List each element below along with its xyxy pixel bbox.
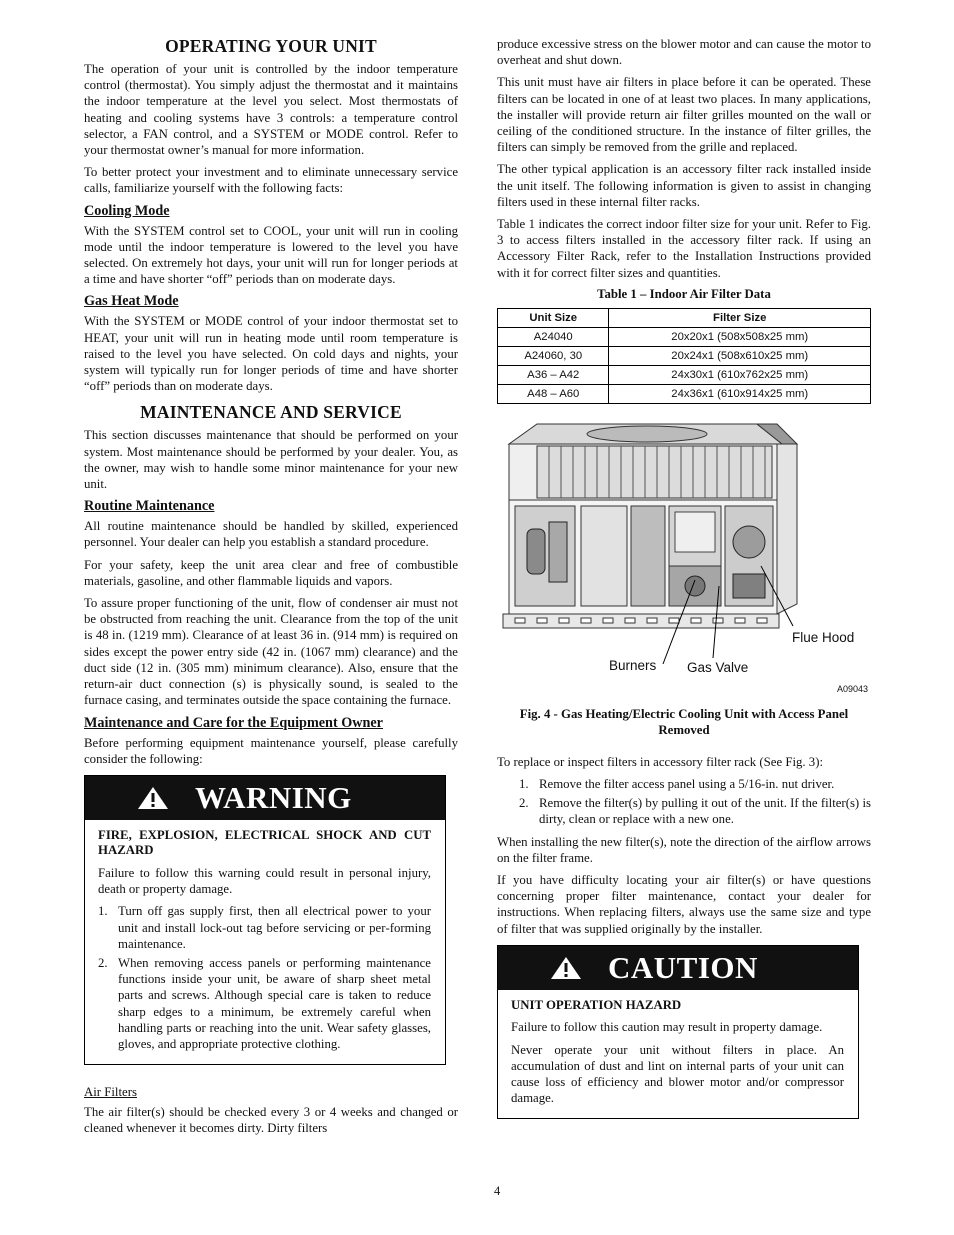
table-header-cell: Filter Size (609, 308, 871, 327)
table-row (498, 365, 871, 384)
caution-box (497, 945, 859, 1120)
table-cell: A24040 (498, 327, 609, 346)
caution-title: CAUTION (608, 949, 758, 985)
warning-box (84, 775, 446, 1065)
hvac-unit-illustration (497, 414, 871, 704)
warning-item: 2. When removing access panels or performing maintenance functions inside your unit, be aware of sharp sheet metal parts and screws. Although special care is taken to reduce sharp edges to a minimum, be extremely careful when handling parts or reaching into the unit. Wear safety glasses, gloves, and appropriate protective clothing. (98, 955, 431, 1051)
right-column (497, 36, 871, 1119)
warning-title: WARNING (195, 779, 352, 815)
figure-caption: Fig. 4 ‐ Gas Heating/Electric Cooling Unit with Access Panel Removed (519, 706, 849, 737)
unit-figure (497, 414, 871, 704)
caution-paragraph-1: Failure to follow this caution may result in property damage. (511, 1020, 823, 1035)
caution-paragraph-2: Never operate your unit without filters in place. An accumulation of dust and lint on internal parts of your unit can cause loss of efficiency and blower motor and/or compressor damage. (511, 1042, 844, 1106)
table-caption: Table 1 – Indoor Air Filter Data (597, 286, 771, 301)
gas-heat-mode-paragraph: With the SYSTEM or MODE control of your indoor thermostat set to HEAT, your unit will run in heating mode until room temperature is raised to the level you have selected. On cold days and nights, your system will typically run for longer periods of time and have shorter “off” periods than on moderate days. (84, 314, 458, 394)
table-header-row (498, 308, 871, 327)
figure-code: A09043 (837, 683, 869, 694)
routine-paragraph-3: To assure proper functioning of the unit, flow of condenser air must not be obstructed from reaching the unit. Clearance from the top of the unit is 48 in. (1219 mm). Clearance of at least 36 in. (914 mm) is required on sides except the power entry side (42 in. (1067 mm) clearance) and the duct side (12 in. (305 mm) minimum clearance). Also, ensure that the return‐air duct connection (s) is physically sound, is sealed to the furnace casing, and terminates outside the space containing the furnace. (84, 596, 458, 708)
cooling-mode-heading: Cooling Mode (84, 202, 170, 219)
table-cell: 20x24x1 (508x610x25 mm) (609, 346, 871, 365)
left-column (84, 36, 458, 1143)
replace-step: 2. Remove the filter(s) by pulling it out of the unit. If the filter(s) is dirty, clean or replace with a new one. (519, 796, 871, 827)
gas-valve-label: Gas Valve (687, 659, 749, 675)
operating-paragraph-2: To better protect your investment and to eliminate unnecessary service calls, familiarize yourself with the following facts: (84, 165, 458, 196)
maintenance-paragraph: This section discusses maintenance that should be performed on your system. Most maintenance should be performed by your dealer. You, as the owner, may wish to handle some minor maintenance for your new unit. (84, 428, 458, 492)
filters-paragraph-3: The other typical application is an accessory filter rack installed inside the unit itself. The following information is given to assist in changing filters used in these internal filter racks. (497, 162, 871, 209)
filters-paragraph-4: Table 1 indicates the correct indoor filter size for your unit. Refer to Fig. 3 to access filters installed in the accessory filter rack. If using an Accessory Filter Rack, refer to the Installation Instructions provided with it for correct filter sizes and quantities. (497, 217, 871, 280)
replace-intro: To replace or inspect filters in accessory filter rack (See Fig. 3): (497, 754, 824, 769)
air-filters-paragraph: The air filter(s) should be checked every 3 or 4 weeks and changed or cleaned whenever it becomes dirty. Dirty filters (84, 1105, 458, 1136)
table-row (498, 346, 871, 365)
routine-paragraph-2: For your safety, keep the unit area clear and free of combustible materials, gasoline, and other flammable liquids and vapors. (84, 557, 458, 588)
table-cell: A36 – A42 (498, 365, 609, 384)
operating-paragraph-1: The operation of your unit is controlled by the indoor temperature control (thermostat). You simply adjust the thermostat and it maintains the indoor temperature at the level you select. Most thermostats of heating and cooling systems have 3 controls: a temperature control selector, a FAN control, and a SYSTEM or MODE control. Refer to your thermostat owner’s manual for more information. (84, 62, 458, 158)
cooling-mode-paragraph: With the SYSTEM control set to COOL, your unit will run in cooling mode until the indoor temperature is lowered to the level you have selected. On extremely hot days, your unit will run for longer periods at a time and have shorter “off” periods than on moderate days. (84, 223, 458, 287)
routine-maintenance-heading: Routine Maintenance (84, 498, 215, 515)
table-header-cell: Unit Size (498, 308, 609, 327)
table-cell: 24x30x1 (610x762x25 mm) (609, 365, 871, 384)
warning-item: 1. Turn off gas supply first, then all electrical power to your unit and install lock‐out tag before servicing or per‐forming maintenance. (98, 904, 431, 951)
replace-steps (519, 776, 871, 828)
owner-care-heading: Maintenance and Care for the Equipment Owner (84, 714, 383, 731)
filters-paragraph-2: This unit must have air filters in place before it can be operated. These filters can be located in one of at least two places. In many applications, the installer will provide return air filter grilles mounted on the wall or ceiling of the conditioned structure. In the instance of filter grilles, the filters can simply be removed from the grille and replaced. (497, 75, 871, 155)
filters-paragraph-5: When installing the new filter(s), note the direction of the airflow arrows on the filter frame. (497, 834, 871, 865)
owner-care-paragraph: Before performing equipment maintenance yourself, please carefully consider the following: (84, 735, 458, 766)
caution-body (498, 990, 858, 1119)
replace-step: 1. Remove the filter access panel using a 5/16‐in. nut driver. (519, 777, 835, 792)
air-filters-heading: Air Filters (84, 1085, 137, 1100)
warning-triangle-icon (137, 786, 169, 810)
caution-triangle-icon (550, 956, 582, 980)
filters-paragraph-1: produce excessive stress on the blower motor and can cause the motor to overheat and shut down. (497, 37, 871, 68)
warning-body (85, 820, 445, 1064)
routine-paragraph-1: All routine maintenance should be handled by skilled, experienced personnel. Your dealer can help you establish a standard procedure. (84, 519, 458, 550)
gas-heat-mode-heading: Gas Heat Mode (84, 293, 179, 310)
burners-label: Burners (609, 657, 657, 673)
operating-heading: OPERATING YOUR UNIT (165, 36, 377, 56)
table-cell: 24x36x1 (610x914x25 mm) (609, 384, 871, 403)
caution-hazard: UNIT OPERATION HAZARD (511, 997, 682, 1012)
maintenance-heading: MAINTENANCE AND SERVICE (140, 402, 402, 423)
filters-paragraph-6: If you have difficulty locating your air filter(s) or have questions concerning proper filter maintenance, contact your dealer for instructions. When replacing filters, always use the same size and type of filter that was supplied originally by the installer. (497, 873, 871, 936)
table-cell: 20x20x1 (508x508x25 mm) (609, 327, 871, 346)
warning-intro: Failure to follow this warning could result in personal injury, death or property damage. (98, 865, 431, 897)
flue-hood-label: Flue Hood (792, 629, 855, 645)
filter-data-table (497, 308, 871, 404)
table-row (498, 327, 871, 346)
table-cell: A48 – A60 (498, 384, 609, 403)
warning-hazard: FIRE, EXPLOSION, ELECTRICAL SHOCK AND CUT HAZARD (98, 827, 431, 858)
caution-header (498, 946, 858, 990)
table-cell: A24060, 30 (498, 346, 609, 365)
page-number: 4 (494, 1184, 501, 1198)
table-row (498, 384, 871, 403)
warning-header (85, 776, 445, 820)
warning-list (98, 903, 431, 1052)
